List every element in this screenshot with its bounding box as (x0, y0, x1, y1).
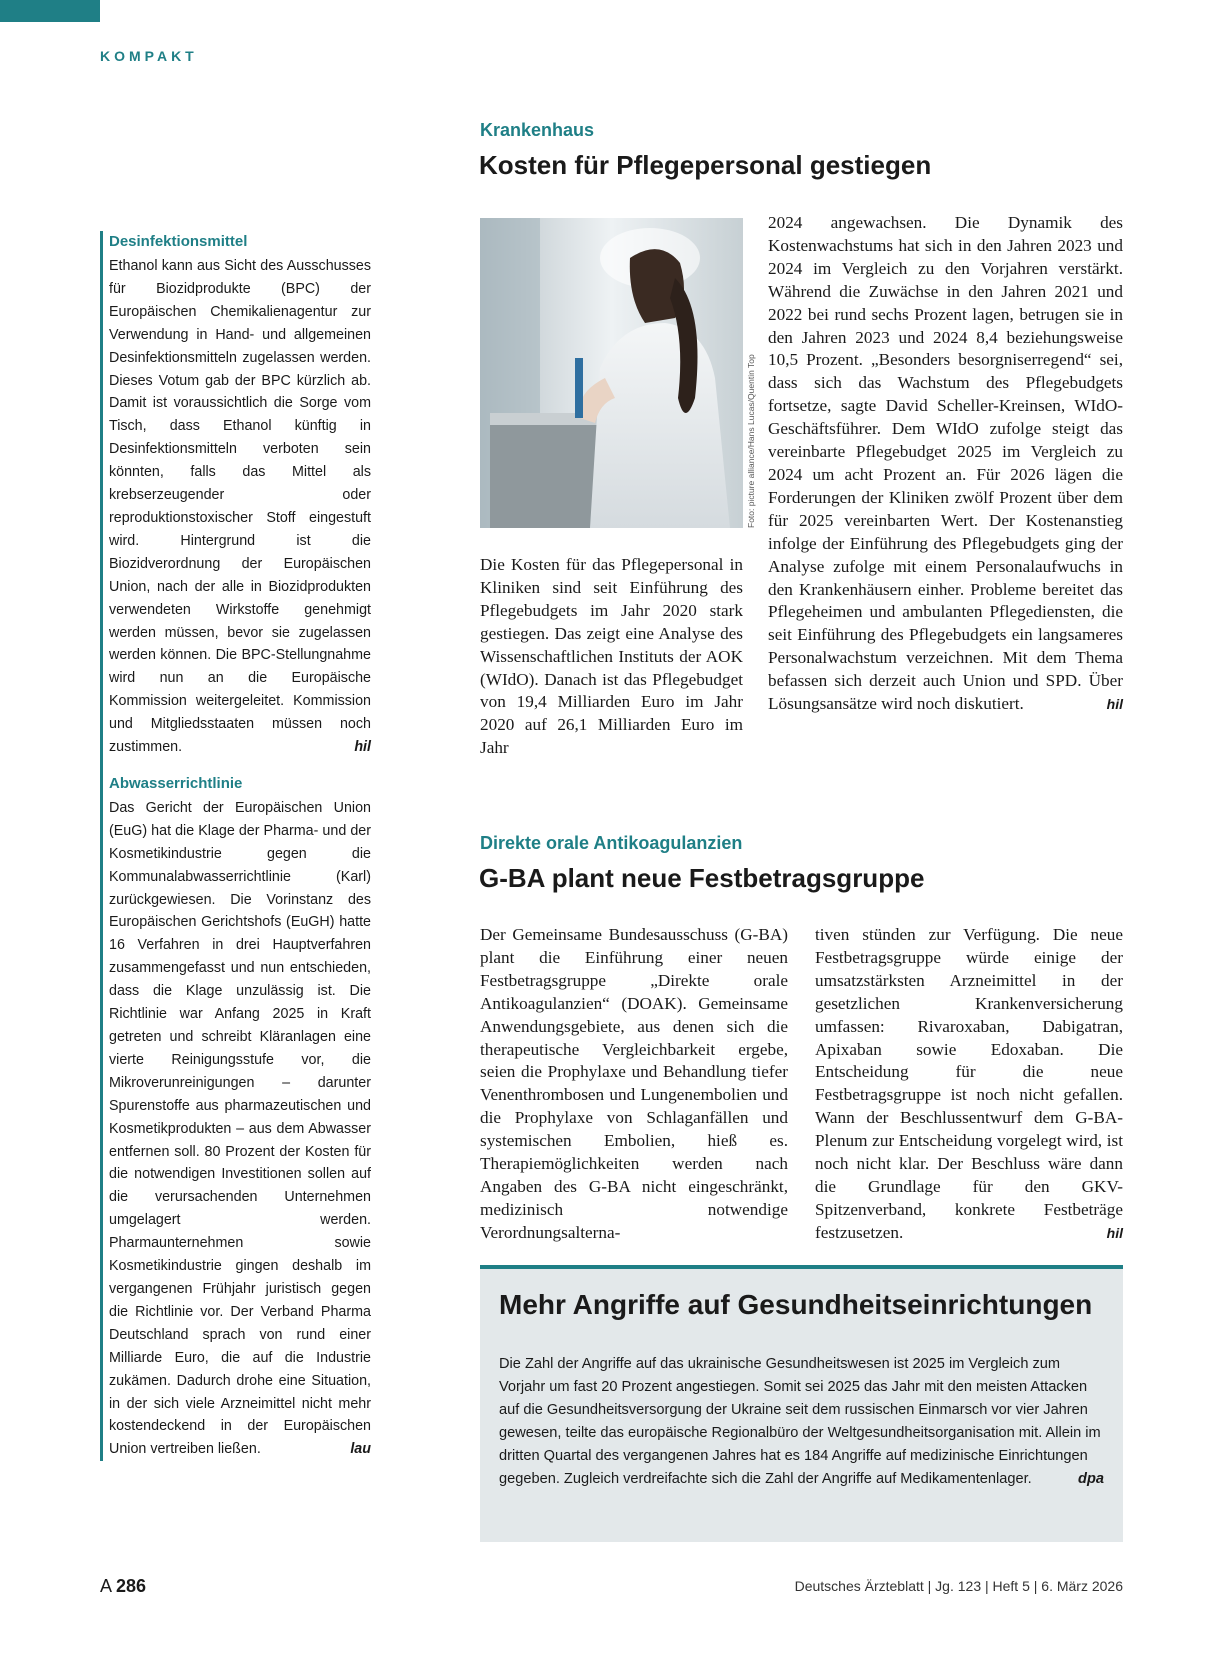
sidebar-heading: Desinfektionsmittel (109, 233, 248, 250)
sidebar-heading: Abwasserrichtlinie (109, 774, 243, 792)
article-kicker: Direkte orale Antikoagulanzien (480, 833, 743, 853)
box-text: Die Zahl der Angriffe auf das ukrainische Gesundheitswesen ist 2025 im Vergleich zum Vorjahr um fast 20 Prozent angestiegen. Somit sei 2025 das Jahr mit den meisten Attacken auf die Gesundheitsversorgung der Ukraine seit dem russischen Einmarsch vor vier Jahren gewesen, teilte das europäische Regionalbüro der Weltgesundheitsorganisation mit. Allein im dritten Quartal des vergangenen Jahres hat es 184 Angriffe auf medizinische Einrichtungen gegeben. Zugleich verdreifachte sich die Zahl der Angriffe auf Medikamentenlager. dpa (499, 1353, 1104, 1490)
sidebar-text: Das Gericht der Europäischen Union (EuG) hat die Klage der Pharma- und der Kosmetikindustrie gegen die Kommunalabwasserrichtlinie (Karl) zurückgewiesen. Die Vorinstanz des Europäischen Gerichtshofs (EuGH) hatte 16 Verfahren in drei Hauptverfahren zusammengefasst und nun entschieden, dass die Klage unzulässig ist. Die Richtlinie war Anfang 2025 in Kraft getreten und schreibt Kläranlagen eine vierte Reinigungsstufe vor, die Mikroverunreinigungen – darunter Spurenstoffe aus pharmazeutischen und Kosmetikprodukten – aus dem Abwasser entfernen soll. 80 Prozent der Kosten für die notwendigen Investitionen sollen auf die verursachenden Unternehmen umgelagert werden. Pharmaunternehmen sowie Kosmetikindustrie gingen deshalb im vergangenen Frühjahr juristisch gegen die Richtlinie vor. Der Verband Pharma Deutschland sprach von rund einer Milliarde Euro, die auf die Industrie zukämen. Dadurch drohe eine Situation, in der sich viele Arzneimittel nicht mehr kostendeckend in der Europäischen Union vertreiben ließen. lau (109, 797, 371, 1461)
sidebar-article-abwasser (109, 773, 371, 1461)
section-label: KOMPAKT (100, 48, 198, 64)
photo-credit: Foto: picture alliance/Hans Lucas/Quentin Top (746, 354, 756, 528)
sidebar-news (100, 231, 371, 1461)
page-number: A 286 (100, 1576, 147, 1596)
article-headline: Kosten für Pflegepersonal gestiegen (479, 150, 932, 180)
article-headline: G-BA plant neue Festbetragsgruppe (479, 863, 925, 893)
author-tag: dpa (1078, 1470, 1104, 1487)
box-headline: Mehr Angriffe auf Gesundheitseinrichtungen (499, 1289, 1093, 1320)
article-column-1: Die Kosten für das Pflegepersonal in Kliniken sind seit Einführung des Pflegebudgets im Jahr 2020 stark gestiegen. Das zeigt eine Analyse des Wissenschaftlichen Instituts der AOK (WIdO). Danach ist das Pflegebudget von 19,4 Milliarden Euro im Jahr 2020 auf 26,1 Milliarden Euro im Jahr (480, 555, 743, 758)
author-tag: hil (1106, 696, 1123, 713)
author-tag: lau (350, 1441, 371, 1458)
article-column-1: Der Gemeinsame Bundesausschuss (G-BA) plant die Einführung einer neuen Festbetragsgruppe „Direkte orale Antikoagulanzien“ (DOAK). Gemeinsame Anwendungsgebiete, aus denen sich die therapeutische Vergleichbarkeit ergebe, seien die Prophylaxe und Behandlung tiefer Venenthrombosen und Lungenembolien und die Prophylaxe von Schlaganfällen und systemischen Embolien, hieß es. Therapiemöglichkeiten werden nach Angaben des G-BA nicht eingeschränkt, medizinisch notwendige Verordnungsalterna- (480, 925, 788, 1242)
sidebar-text: Ethanol kann aus Sicht des Ausschusses für Biozidprodukte (BPC) der Europäischen Chemikalienagentur zur Verwendung in Hand- und allgemeinen Desinfektionsmitteln zugelassen werden. Dieses Votum gab der BPC kürzlich ab. Damit ist voraussichtlich die Sorge vom Tisch, dass Ethanol künftig in Desinfektionsmitteln verboten sein könnten, falls das Mittel als krebserzeugender oder reproduktionstoxischer Stoff eingestuft wird. Hintergrund ist die Biozidverordnung der Europäischen Union, nach der alle in Biozidprodukten verwendeten Wirkstoffe genehmigt werden müssen, bevor sie zugelassen werden können. Die BPC-Stellungnahme wird nun an die Europäische Kommission weitergeleitet. Kommission und Mitgliedsstaaten müssen noch zustimmen. hil (109, 255, 371, 759)
journal-info: Deutsches Ärzteblatt | Jg. 123 | Heft 5 | 6. März 2026 (794, 1578, 1123, 1594)
nurse-illustration (480, 218, 743, 528)
author-tag: hil (354, 739, 371, 756)
article-kicker: Krankenhaus (480, 120, 595, 140)
top-accent-bar (0, 0, 100, 22)
nurse-photo (480, 218, 743, 528)
sidebar-article-desinfektion (109, 231, 371, 759)
article-column-2: 2024 angewachsen. Die Dynamik des Kostenwachstums hat sich in den Jahren 2023 und 2024 im Vergleich zu den Vorjahren verstärkt. Während die Zuwächse in den Jahren 2021 und 2022 bei rund sechs Prozent lagen, betrugen sie in den Jahren 2023 und 2024 8,4 beziehungsweise 10,5 Prozent. „Besonders besorgniserregend“ sei, dass sich das Wachstum des Pflegebudgets fortsetze, sagte David Scheller-Kreinsen, WIdO-Geschäftsführer. Dem WIdO zufolge steigt das vereinbarte Pflegebudget 2025 im Vergleich zu 2024 um acht Prozent an. Für 2026 lägen die Forderungen der Kliniken zwölf Prozent über dem für 2025 vereinbarten Wert. Der Kostenanstieg infolge der Einführung des Pflegebudgets ging der Analyse zufolge mit einem Personalaufwuchs in den Krankenhäusern einher. Probleme bereitet das Pflegeheimen und ambulanten Pflegediensten, die seit Einführung des Pflegebudgets ein langsameres Personalwachstum verzeichnen. Mit dem Thema befassen sich derzeit auch Union und SPD. Über Lösungsansätze wird noch diskutiert. hil (768, 212, 1123, 716)
author-tag: hil (1106, 1224, 1123, 1241)
article-column-2: tiven stünden zur Verfügung. Die neue Festbetragsgruppe würde einige der umsatzstärksten Arzneimittel in der gesetzlichen Krankenversicherung umfassen: Rivaroxaban, Dabigatran, Apixaban sowie Edoxaban. Die Entscheidung für die neue Festbetragsgruppe ist noch nicht gefallen. Wann der Beschlussentwurf dem G-BA-Plenum zur Entscheidung vorgelegt wird, ist noch nicht klar. Der Beschluss wäre dann die Grundlage für den GKV-Spitzenverband, konkrete Festbeträge festzusetzen. hil (815, 924, 1123, 1245)
info-box (480, 1265, 1123, 1542)
